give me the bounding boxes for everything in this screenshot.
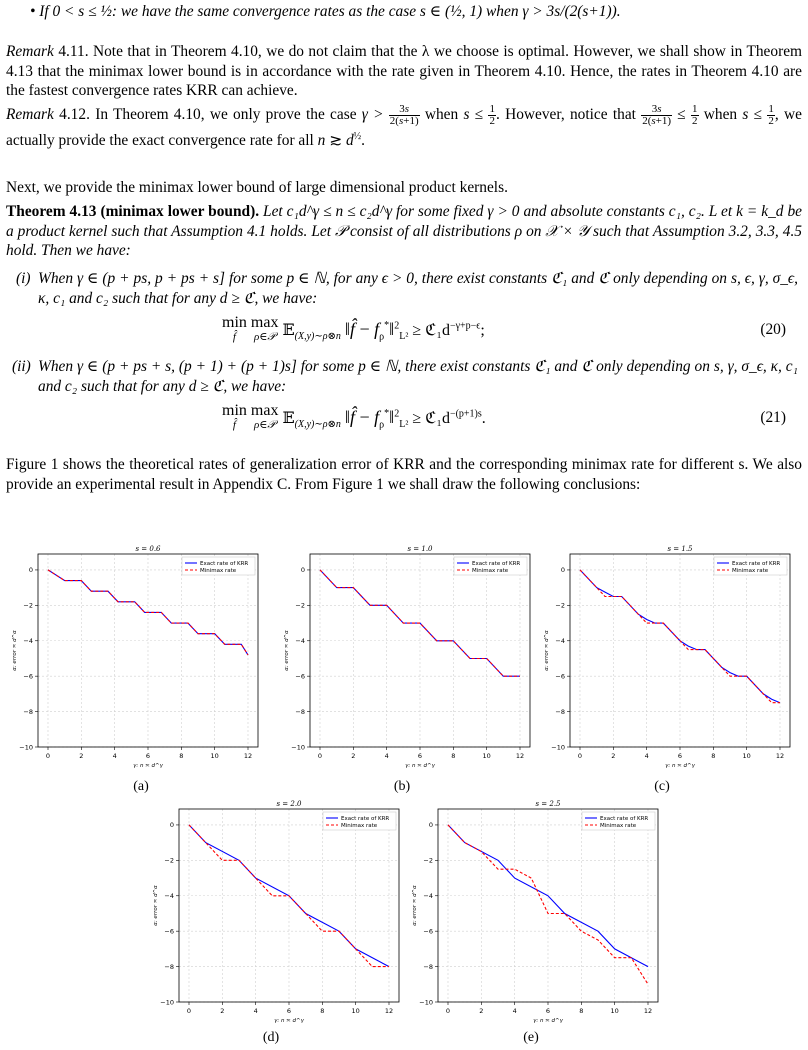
y-tick-label: 0 bbox=[428, 821, 433, 830]
plot-c bbox=[536, 540, 806, 770]
legend-label: Exact rate of KRR bbox=[732, 561, 781, 567]
y-tick-label: −8 bbox=[555, 707, 565, 716]
legend-label: Minimax rate bbox=[600, 823, 637, 829]
y-tick-label: −8 bbox=[295, 707, 305, 716]
equation-number: (20) bbox=[760, 321, 786, 338]
x-tick-label: 10 bbox=[482, 752, 491, 760]
y-tick-label: −8 bbox=[23, 707, 33, 716]
x-tick-label: 0 bbox=[45, 752, 51, 760]
x-tick-label: 0 bbox=[317, 752, 323, 760]
x-tick-label: 4 bbox=[644, 752, 649, 760]
eq-exponent: −γ+p−ϵ bbox=[449, 320, 481, 332]
legend-label: Exact rate of KRR bbox=[200, 561, 249, 567]
item-label: (i) bbox=[16, 270, 31, 287]
theorem-body: Let c₁d^γ ≤ n ≤ c₂d^γ for some fixed γ > 0 and absolute constants c₁, c₂. L et k = k_d be a product kernel such that Assumption 4.1 holds. Let 𝒫 consist of all distributions ρ on 𝒳 × 𝒴 such that Assumption 3.2, 3.3, 4.5 hold. Then we have: bbox=[6, 203, 802, 259]
x-axis-label: γ: n ≍ d^γ bbox=[133, 763, 163, 769]
next-line bbox=[6, 178, 802, 198]
x-tick-label: 6 bbox=[417, 752, 423, 760]
figure-paragraph bbox=[6, 455, 802, 494]
x-tick-label: 8 bbox=[579, 1007, 584, 1015]
theorem-title: (minimax lower bound). bbox=[100, 203, 260, 220]
y-tick-label: −4 bbox=[164, 892, 174, 901]
y-tick-label: −10 bbox=[19, 743, 33, 752]
caption-c: (c) bbox=[654, 779, 670, 794]
remark-text-a: In Theorem 4.10, we only prove the case bbox=[95, 106, 357, 124]
legend-label: Exact rate of KRR bbox=[341, 816, 390, 822]
equation-number: (21) bbox=[760, 409, 786, 426]
next-line-text: Next, we provide the minimax lower bound of large dimensional product kernels. bbox=[6, 179, 508, 196]
x-tick-label: 10 bbox=[351, 1007, 360, 1015]
x-tick-label: 10 bbox=[210, 752, 219, 760]
remark-text-c: . However, notice that bbox=[495, 106, 636, 124]
x-tick-label: 8 bbox=[451, 752, 456, 760]
y-tick-label: −2 bbox=[23, 601, 33, 610]
x-tick-label: 12 bbox=[643, 1007, 653, 1015]
figure-paragraph-text: Figure 1 shows the theoretical rates of generalization error of KRR and the corresponding minimax rate for different s. We also provide an experimental result in Appendix C. From Figure 1 we shall draw the following conclusions: bbox=[6, 456, 802, 493]
x-tick-label: 6 bbox=[677, 752, 683, 760]
legend-label: Minimax rate bbox=[472, 568, 509, 574]
x-tick-label: 10 bbox=[610, 1007, 619, 1015]
x-tick-label: 12 bbox=[384, 1007, 394, 1015]
chart-title: s = 1.0 bbox=[407, 545, 433, 553]
remark-text-e: , we actually provide the exact convergence rate for all bbox=[6, 106, 802, 150]
caption-b: (b) bbox=[393, 779, 411, 794]
x-axis-label: γ: n ≍ d^γ bbox=[274, 1018, 304, 1024]
x-tick-label: 0 bbox=[445, 1007, 451, 1015]
x-tick-label: 8 bbox=[179, 752, 184, 760]
x-tick-label: 2 bbox=[220, 1007, 225, 1015]
y-tick-label: −6 bbox=[423, 927, 433, 936]
x-tick-label: 12 bbox=[243, 752, 253, 760]
x-tick-label: 8 bbox=[320, 1007, 325, 1015]
remark-label: Remark bbox=[6, 43, 54, 60]
remark-4-12: Remark 4.12. In Theorem 4.10, we only prove the case γ > $\frac{3s}{2(s+1)}$ when s ≤ $\frac{1}{2}$ . However, notice that $\frac{3s}{2(s+1)}$ ≤ $\frac{1}{2}$ when s ≤ $\frac{1}{2}$ , we actually provide the exact convergence rate for all n ≳ $d^{\frac{1}{2}}$. bbox=[6, 103, 802, 150]
y-tick-label: −2 bbox=[423, 856, 433, 865]
series-minimax bbox=[448, 825, 648, 984]
x-axis-label: γ: n ≍ d^γ bbox=[533, 1018, 563, 1024]
y-tick-label: −10 bbox=[551, 743, 565, 752]
y-tick-label: −2 bbox=[295, 601, 305, 610]
remark-4-11 bbox=[6, 42, 802, 101]
caption-a: (a) bbox=[133, 779, 149, 794]
y-tick-label: −6 bbox=[164, 927, 174, 936]
y-tick-label: −10 bbox=[160, 998, 174, 1007]
legend-label: Exact rate of KRR bbox=[600, 816, 649, 822]
remark-text-b: when bbox=[424, 106, 459, 124]
y-tick-label: −6 bbox=[295, 672, 305, 681]
x-tick-label: 6 bbox=[545, 1007, 551, 1015]
x-tick-label: 12 bbox=[515, 752, 525, 760]
eq-exponent: −(p+1)s bbox=[449, 408, 482, 420]
theorem-4-13 bbox=[6, 202, 802, 261]
plot-e bbox=[404, 795, 674, 1025]
equation-20: min f̂ max ρ∈𝒫 𝔼$_{(X,y)\sim\rho\otimes n}$ ‖f̂ − $f_\rho^*‖^2_{L^2}$ ≥ $ℭ_1d^{-\gamma+p-\epsilon}$; (20) bbox=[222, 314, 786, 343]
remark-body: Note that in Theorem 4.10, we do not claim that the λ we choose is optimal. However, we shall show in Theorem 4.13 that the minimax lower bound is in accordance with the rate given in Theorem 4.10. Hence, the rates in Theorem 4.10 are the fastest convergence rates KRR can achieve. bbox=[6, 43, 803, 99]
x-tick-label: 8 bbox=[711, 752, 716, 760]
y-axis-label: α: error ≍ d^α bbox=[544, 630, 550, 671]
caption-e: (e) bbox=[523, 1030, 539, 1045]
legend-label: Minimax rate bbox=[341, 823, 378, 829]
x-tick-label: 2 bbox=[611, 752, 616, 760]
x-tick-label: 6 bbox=[145, 752, 151, 760]
y-tick-label: 0 bbox=[28, 566, 33, 575]
plot-d bbox=[145, 795, 415, 1025]
x-axis-label: γ: n ≍ d^γ bbox=[405, 763, 435, 769]
x-tick-label: 4 bbox=[512, 1007, 517, 1015]
x-tick-label: 2 bbox=[351, 752, 356, 760]
y-tick-label: −6 bbox=[555, 672, 565, 681]
y-axis-label: α: error ≍ d^α bbox=[284, 630, 290, 671]
x-tick-label: 0 bbox=[186, 1007, 192, 1015]
y-tick-label: −8 bbox=[164, 962, 174, 971]
chart-title: s = 0.6 bbox=[135, 545, 161, 553]
x-tick-label: 2 bbox=[79, 752, 84, 760]
chart-title: s = 2.5 bbox=[535, 800, 561, 808]
y-tick-label: −4 bbox=[295, 637, 305, 646]
legend-label: Exact rate of KRR bbox=[472, 561, 521, 567]
y-tick-label: −2 bbox=[555, 601, 565, 610]
theorem-item-i bbox=[16, 269, 798, 308]
y-tick-label: 0 bbox=[169, 821, 174, 830]
y-axis-label: α: error ≍ d^α bbox=[153, 885, 159, 926]
chart-title: s = 1.5 bbox=[667, 545, 693, 553]
y-tick-label: −6 bbox=[23, 672, 33, 681]
x-axis-label: γ: n ≍ d^γ bbox=[665, 763, 695, 769]
x-tick-label: 4 bbox=[384, 752, 389, 760]
remark-number: 4.11. bbox=[58, 43, 89, 60]
series-exact-krr bbox=[320, 570, 520, 676]
legend-label: Minimax rate bbox=[732, 568, 769, 574]
x-tick-label: 4 bbox=[112, 752, 117, 760]
equation-21: min f̂ max ρ∈𝒫 𝔼$_{(X,y)\sim\rho\otimes n}$ ‖f̂ − $f_\rho^*‖^2_{L^2}$ ≥ $ℭ_1d^{-(p+1)s}$. (21) bbox=[222, 402, 786, 431]
y-axis-label: α: error ≍ d^α bbox=[12, 630, 18, 671]
remark-label: Remark bbox=[6, 106, 54, 124]
y-tick-label: −10 bbox=[291, 743, 305, 752]
y-axis-label: α: error ≍ d^α bbox=[412, 885, 418, 926]
y-tick-label: 0 bbox=[300, 566, 305, 575]
item-text: When γ ∈ (p + ps + s, (p + 1) + (p + 1)s] for some p ∈ ℕ, there exist constants ℭ₁ and ℭ only depending on s, γ, σ_ϵ, κ, c₁ and c₂ such that for any d ≥ ℭ, we have: bbox=[38, 358, 798, 395]
bullet-text: • If 0 < s ≤ ½: we have the same convergence rates as the case s ∈ (½, 1) when γ > 3s/(2(s+1)). bbox=[30, 3, 621, 20]
y-tick-label: −8 bbox=[423, 962, 433, 971]
x-tick-label: 2 bbox=[479, 1007, 484, 1015]
theorem-label: Theorem 4.13 bbox=[6, 203, 97, 220]
chart-title: s = 2.0 bbox=[276, 800, 302, 808]
x-tick-label: 12 bbox=[775, 752, 785, 760]
y-tick-label: −2 bbox=[164, 856, 174, 865]
remark-number: 4.12. bbox=[59, 106, 90, 124]
y-tick-label: −10 bbox=[419, 998, 433, 1007]
remark-text-d: when bbox=[703, 106, 738, 124]
theorem-item-ii bbox=[12, 357, 798, 396]
eq-rhs: ≥ ℭ₁d bbox=[412, 322, 450, 339]
x-tick-label: 4 bbox=[253, 1007, 258, 1015]
x-tick-label: 0 bbox=[577, 752, 583, 760]
eq-rhs: ≥ ℭ₁d bbox=[412, 410, 450, 427]
plot-a bbox=[4, 540, 274, 770]
y-tick-label: −4 bbox=[423, 892, 433, 901]
y-tick-label: 0 bbox=[560, 566, 565, 575]
y-tick-label: −4 bbox=[555, 637, 565, 646]
bullet-line bbox=[30, 2, 802, 22]
legend-label: Minimax rate bbox=[200, 568, 237, 574]
item-text: When γ ∈ (p + ps, p + ps + s] for some p ∈ ℕ, for any ϵ > 0, there exist constants ℭ₁ and ℭ only depending on s, ϵ, γ, σ_ϵ, κ, c₁ and c₂ such that for any d ≥ ℭ, we have: bbox=[38, 270, 798, 307]
x-tick-label: 6 bbox=[286, 1007, 292, 1015]
x-tick-label: 10 bbox=[742, 752, 751, 760]
caption-d: (d) bbox=[262, 1030, 280, 1045]
plot-b bbox=[276, 540, 546, 770]
item-label: (ii) bbox=[12, 358, 31, 375]
y-tick-label: −4 bbox=[23, 637, 33, 646]
